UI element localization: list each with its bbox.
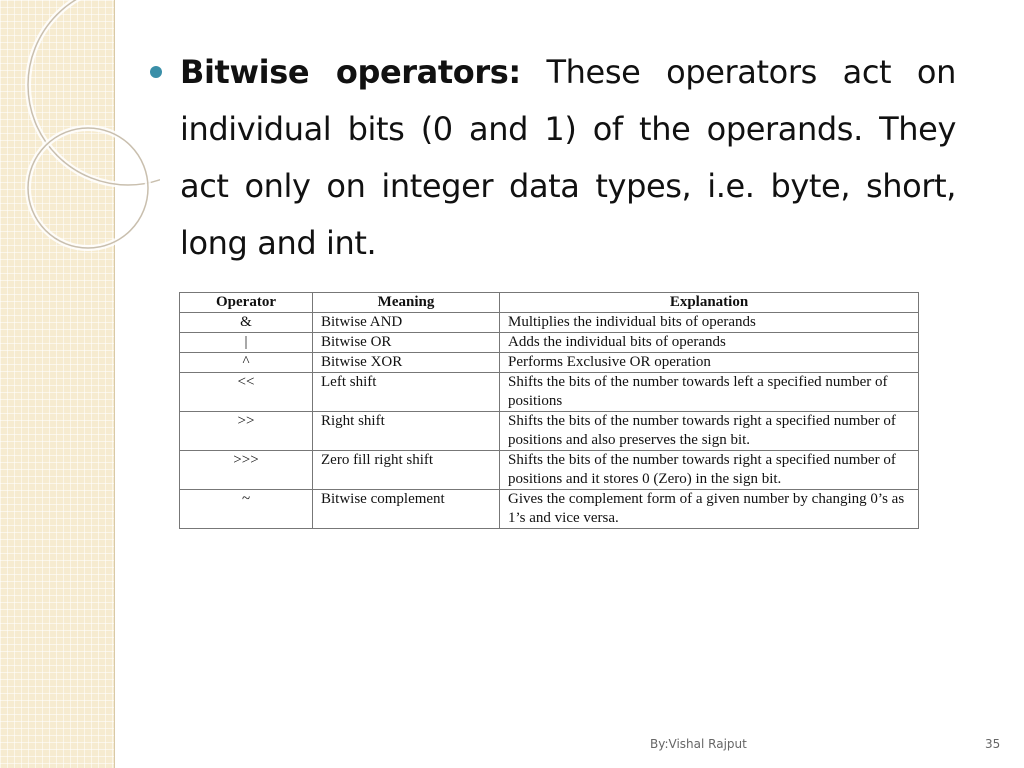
meaning-cell: Bitwise AND: [313, 313, 500, 333]
meaning-cell: Bitwise XOR: [313, 353, 500, 373]
meaning-cell: Right shift: [313, 412, 500, 451]
operator-cell: >>: [180, 412, 313, 451]
header-meaning: Meaning: [313, 293, 500, 313]
footer-author: By:Vishal Rajput: [650, 737, 747, 751]
operator-cell: &: [180, 313, 313, 333]
table-row: [180, 353, 919, 373]
explanation-cell: Shifts the bits of the number towards left a specified number of positions: [500, 373, 919, 412]
table-row: [180, 490, 919, 529]
header-explanation: Explanation: [500, 293, 919, 313]
meaning-cell: Bitwise OR: [313, 333, 500, 353]
explanation-cell: Shifts the bits of the number towards right a specified number of positions and also preserves the sign bit.: [500, 412, 919, 451]
table-row: [180, 451, 919, 490]
table-row: [180, 313, 919, 333]
table-header-row: [180, 293, 919, 313]
decorative-circles: [0, 0, 160, 300]
bullet-text: [180, 44, 956, 272]
slide-number: 35: [985, 737, 1001, 751]
meaning-cell: Zero fill right shift: [313, 451, 500, 490]
operator-cell: ^: [180, 353, 313, 373]
operator-cell: >>>: [180, 451, 313, 490]
explanation-cell: Gives the complement form of a given number by changing 0’s as 1’s and vice versa.: [500, 490, 919, 529]
meaning-cell: Bitwise complement: [313, 490, 500, 529]
operators-table: [179, 292, 919, 529]
table-row: [180, 412, 919, 451]
bullet-term: Bitwise operators:: [180, 53, 521, 91]
operator-cell: |: [180, 333, 313, 353]
bullet-dot-icon: [150, 66, 162, 78]
table-row: [180, 333, 919, 353]
header-operator: Operator: [180, 293, 313, 313]
table-row: [180, 373, 919, 412]
explanation-cell: Multiplies the individual bits of operands: [500, 313, 919, 333]
bullet-description: These operators act on individual bits (0 and 1) of the operands. They act only on integer data types, i.e. byte, short, long and int.: [180, 53, 956, 262]
explanation-cell: Shifts the bits of the number towards right a specified number of positions and it stores 0 (Zero) in the sign bit.: [500, 451, 919, 490]
explanation-cell: Performs Exclusive OR operation: [500, 353, 919, 373]
operator-cell: ~: [180, 490, 313, 529]
explanation-cell: Adds the individual bits of operands: [500, 333, 919, 353]
operator-cell: <<: [180, 373, 313, 412]
meaning-cell: Left shift: [313, 373, 500, 412]
